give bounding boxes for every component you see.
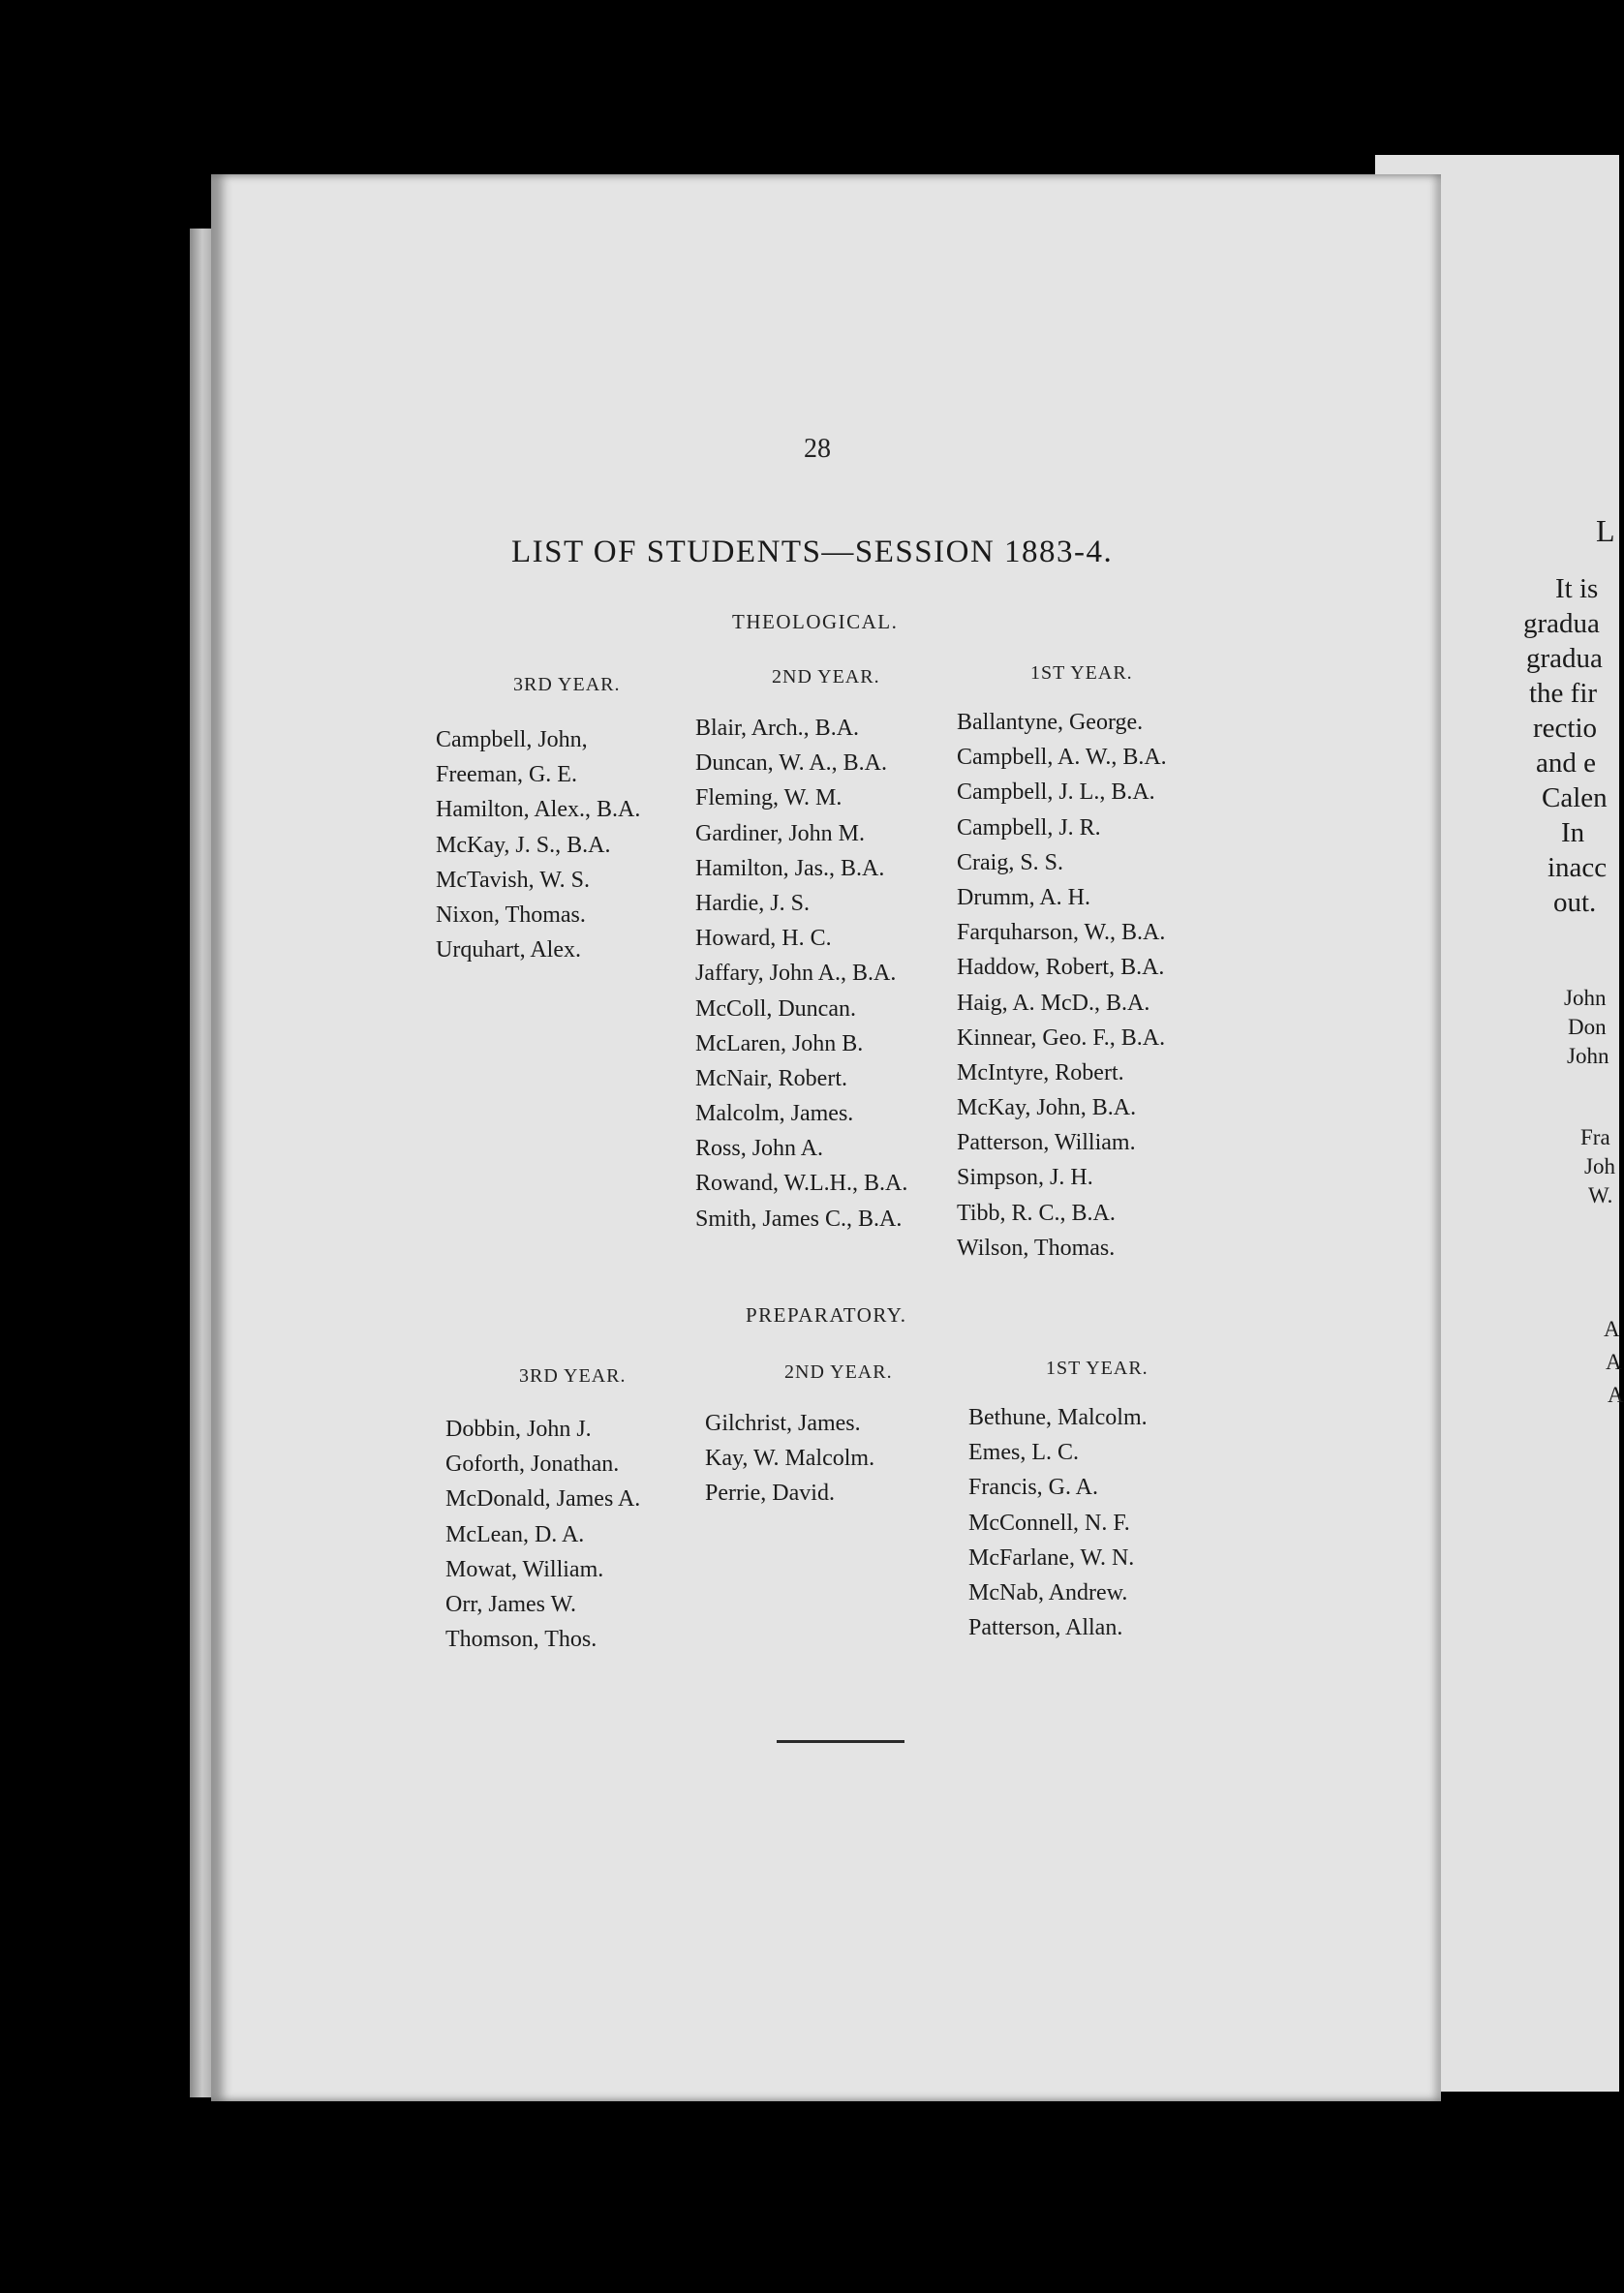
student-name: Rowand, W.L.H., B.A.	[695, 1171, 908, 1197]
student-name: Haddow, Robert, B.A.	[957, 955, 1165, 981]
name-list-theological-3rd-year	[436, 722, 640, 967]
student-name: Mowat, William.	[445, 1556, 604, 1582]
facing-page-fragment: A	[1608, 1383, 1624, 1407]
column-heading: 2ND YEAR.	[772, 666, 880, 688]
student-name: Campbell, J. L., B.A.	[957, 780, 1155, 806]
facing-page-fragment: A	[1604, 1317, 1620, 1341]
facing-page-fragment: It is	[1555, 573, 1599, 604]
student-name: Campbell, John,	[436, 727, 588, 752]
facing-page-fragment: A	[1606, 1350, 1622, 1374]
student-name: Perrie, David.	[705, 1481, 835, 1507]
student-name: Patterson, William.	[957, 1130, 1136, 1156]
student-name: McKay, J. S., B.A.	[436, 832, 611, 858]
section-heading-preparatory: PREPARATORY.	[746, 1303, 907, 1327]
facing-page-fragment: W.	[1588, 1183, 1613, 1208]
student-name: Patterson, Allan.	[968, 1615, 1123, 1641]
student-name: Fleming, W. M.	[695, 785, 843, 811]
facing-page-fragment: In	[1561, 817, 1585, 848]
facing-page-fragment: John	[1564, 986, 1607, 1010]
student-name: Kinnear, Geo. F., B.A.	[957, 1024, 1166, 1051]
student-name: McNair, Robert.	[695, 1065, 847, 1091]
student-name: Ballantyne, George.	[957, 710, 1144, 735]
student-name: Tibb, R. C., B.A.	[957, 1200, 1116, 1226]
column-heading: 1ST YEAR.	[1030, 662, 1133, 684]
student-name: Nixon, Thomas.	[436, 902, 586, 928]
student-name: Duncan, W. A., B.A.	[695, 750, 887, 777]
student-name: Dobbin, John J.	[445, 1417, 592, 1442]
student-name: McColl, Duncan.	[695, 995, 856, 1022]
facing-page-fragment: out.	[1553, 887, 1597, 918]
student-name: Urquhart, Alex.	[436, 937, 581, 963]
section-heading-theological: THEOLOGICAL.	[732, 610, 899, 633]
facing-page-fragment: Joh	[1584, 1154, 1615, 1178]
student-name: McFarlane, W. N.	[968, 1544, 1135, 1571]
student-name: Campbell, A. W., B.A.	[957, 745, 1167, 771]
student-name: Hardie, J. S.	[695, 890, 810, 916]
facing-page-fragment: Fra	[1580, 1125, 1610, 1149]
student-name: Orr, James W.	[445, 1591, 577, 1617]
student-name: McKay, John, B.A.	[957, 1095, 1137, 1121]
student-name: Blair, Arch., B.A.	[695, 716, 860, 741]
student-name: Campbell, J. R.	[957, 814, 1101, 841]
student-name: Kay, W. Malcolm.	[705, 1446, 875, 1472]
student-name: McTavish, W. S.	[436, 867, 590, 893]
column-heading: 2ND YEAR.	[784, 1361, 893, 1383]
student-name: Wilson, Thomas.	[957, 1235, 1116, 1261]
facing-page-fragment: and e	[1536, 748, 1596, 779]
student-name: Smith, James C., B.A.	[695, 1206, 903, 1232]
column-heading: 1ST YEAR.	[1046, 1358, 1149, 1379]
student-name: Farquharson, W., B.A.	[957, 920, 1166, 946]
student-name: Bethune, Malcolm.	[968, 1405, 1148, 1430]
closing-rule	[777, 1740, 904, 1743]
name-list-preparatory-2nd-year	[705, 1406, 874, 1512]
student-name: Craig, S. S.	[957, 849, 1064, 875]
student-name: Hamilton, Alex., B.A.	[436, 797, 641, 823]
student-name: McIntyre, Robert.	[957, 1059, 1124, 1085]
student-name: Simpson, J. H.	[957, 1165, 1093, 1191]
student-name: Thomson, Thos.	[445, 1627, 598, 1653]
column-heading: 3RD YEAR.	[513, 674, 621, 695]
student-name: Howard, H. C.	[695, 926, 832, 952]
name-list-preparatory-3rd-year	[445, 1412, 640, 1657]
facing-page-fragment: gradua	[1526, 643, 1603, 674]
facing-page-fragment: rectio	[1533, 713, 1598, 744]
name-list-theological-2nd-year	[695, 711, 907, 1237]
student-name: McDonald, James A.	[445, 1486, 641, 1513]
name-list-preparatory-1st-year	[968, 1400, 1148, 1645]
student-name: McNab, Andrew.	[968, 1579, 1128, 1605]
student-name: McLaren, John B.	[695, 1030, 864, 1056]
student-name: McLean, D. A.	[445, 1521, 585, 1547]
student-name: Goforth, Jonathan.	[445, 1452, 620, 1478]
facing-page-fragment: John	[1567, 1044, 1609, 1068]
facing-page-fragment: Calen	[1542, 782, 1608, 813]
student-name: Freeman, G. E.	[436, 762, 577, 788]
student-name: Francis, G. A.	[968, 1475, 1098, 1501]
student-name: Gardiner, John M.	[695, 820, 866, 846]
facing-page-fragment: inacc	[1547, 852, 1608, 883]
student-name: Ross, John A.	[695, 1136, 824, 1162]
page-number: 28	[804, 434, 831, 464]
page-title: LIST OF STUDENTS—SESSION 1883-4.	[511, 535, 1114, 569]
facing-page-fragment: the fir	[1529, 678, 1598, 709]
student-name: Drumm, A. H.	[957, 884, 1090, 910]
facing-page-fragment: Don	[1568, 1015, 1607, 1039]
facing-page-fragment: gradua	[1523, 608, 1600, 639]
student-name: Jaffary, John A., B.A.	[695, 961, 897, 987]
student-name: Emes, L. C.	[968, 1440, 1079, 1466]
student-name: Gilchrist, James.	[705, 1411, 861, 1436]
column-heading: 3RD YEAR.	[519, 1365, 627, 1387]
student-name: Malcolm, James.	[695, 1101, 854, 1127]
name-list-theological-1st-year	[957, 705, 1167, 1266]
student-name: Hamilton, Jas., B.A.	[695, 855, 885, 881]
student-name: McConnell, N. F.	[968, 1510, 1130, 1536]
student-name: Haig, A. McD., B.A.	[957, 990, 1150, 1016]
facing-page-fragment: L	[1596, 513, 1615, 548]
